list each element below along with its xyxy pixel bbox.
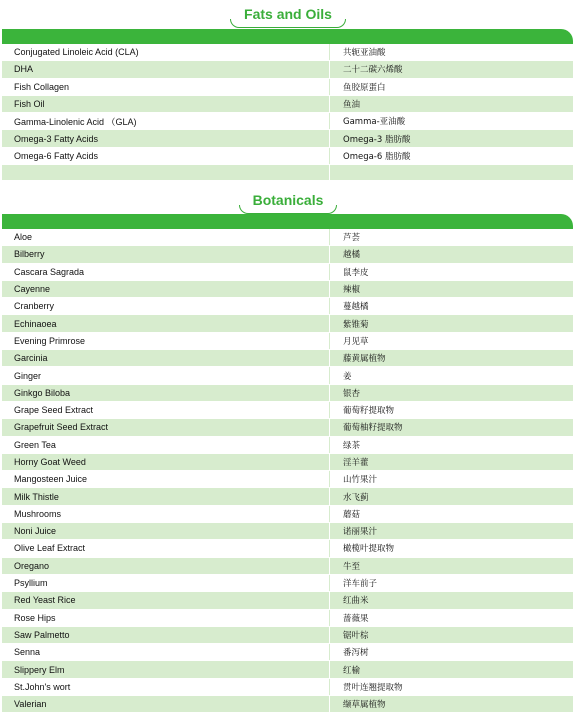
chinese-name-cell: 月见草 — [343, 336, 369, 347]
chinese-name-cell: 紫锥菊 — [343, 319, 369, 330]
chinese-name-cell: 葡萄籽提取物 — [343, 406, 395, 417]
english-name-cell: Gamma-Linolenic Acid （GLA) — [2, 113, 330, 129]
botanicals-table — [2, 214, 573, 713]
chinese-name-cell: 共轭亚油酸 — [343, 48, 386, 59]
english-name-cell: Horny Goat Weed — [2, 454, 330, 470]
english-name-cell: St.John's wort — [2, 679, 330, 695]
english-name-cell: Echinaoea — [2, 315, 330, 331]
table-header-bar — [2, 214, 573, 229]
english-name-cell: Ginkgo Biloba — [2, 385, 330, 401]
chinese-name-cell: 葡萄柚籽提取物 — [343, 423, 403, 434]
chinese-name-cell: 橄榄叶提取物 — [343, 544, 395, 555]
table-row — [2, 298, 573, 315]
table-row — [2, 506, 573, 523]
table-row — [2, 44, 573, 61]
botanicals-rows — [2, 229, 573, 713]
english-name-cell: Fish Collagen — [2, 79, 330, 95]
table-row — [2, 61, 573, 78]
chinese-name-cell: 鱼油 — [343, 100, 361, 111]
chinese-name-cell: 诺丽果汁 — [343, 527, 378, 538]
table-row — [2, 661, 573, 678]
chinese-name-cell: 水飞蓟 — [343, 492, 369, 503]
english-name-cell: Cranberry — [2, 298, 330, 314]
chinese-name-cell: 藤黄属植物 — [343, 354, 386, 365]
chinese-name-cell: 蘑菇 — [343, 509, 361, 520]
table-footer-row — [2, 165, 573, 181]
english-name-cell: Cayenne — [2, 281, 330, 297]
english-name-cell: Saw Palmetto — [2, 627, 330, 643]
chinese-name-cell: 锯叶棕 — [343, 630, 369, 641]
chinese-name-cell: 蔷薇果 — [343, 613, 369, 624]
chinese-name-cell: 二十二碳六烯酸 — [343, 65, 403, 76]
fats-and-oils-table — [2, 29, 573, 181]
english-name-cell: Psyllium — [2, 575, 330, 591]
chinese-name-cell: 缬草属植物 — [343, 700, 386, 711]
table-row — [2, 679, 573, 696]
table-row — [2, 96, 573, 113]
english-name-cell: Grape Seed Extract — [2, 402, 330, 418]
table-row — [2, 454, 573, 471]
chinese-name-cell: 红榆 — [343, 665, 361, 676]
english-name-cell: Mushrooms — [2, 506, 330, 522]
chinese-name-cell: 银杏 — [343, 388, 361, 399]
table-row — [2, 402, 573, 419]
chinese-name-cell: 鼠李皮 — [343, 267, 369, 278]
table-row — [2, 523, 573, 540]
english-name-cell: Ginger — [2, 367, 330, 383]
english-name-cell: Aloe — [2, 229, 330, 245]
table-row — [2, 350, 573, 367]
table-row — [2, 130, 573, 147]
chinese-name-cell: 淫羊藿 — [343, 458, 369, 468]
table-row — [2, 488, 573, 505]
chinese-name-cell: 越橘 — [343, 250, 361, 261]
chinese-name-cell: 绿茶 — [343, 440, 361, 451]
table-row — [2, 696, 573, 713]
english-name-cell: Slippery Elm — [2, 661, 330, 677]
english-name-cell: Mangosteen Juice — [2, 471, 330, 487]
chinese-name-cell: 贯叶连翘提取物 — [343, 682, 403, 693]
chinese-name-cell: Omega-3 脂肪酸 — [343, 134, 411, 145]
section-title-fats-and-oils: Fats and Oils — [232, 6, 344, 25]
table-row — [2, 281, 573, 298]
table-row — [2, 540, 573, 557]
chinese-name-cell: 牛至 — [343, 561, 361, 572]
english-name-cell: Evening Primrose — [2, 333, 330, 349]
table-row — [2, 333, 573, 350]
chinese-name-cell: 鱼胶原蛋白 — [343, 82, 386, 93]
chinese-name-cell: 姜 — [343, 371, 352, 382]
english-name-cell: Valerian — [2, 696, 330, 712]
table-row — [2, 419, 573, 436]
chinese-name-cell: 红曲米 — [343, 596, 369, 607]
english-name-cell: Noni Juice — [2, 523, 330, 539]
section-title-botanicals: Botanicals — [241, 192, 336, 211]
english-name-cell: Milk Thistle — [2, 488, 330, 504]
section-title-wrap-botanicals — [0, 192, 576, 211]
english-name-cell: Conjugated Linoleic Acid (CLA) — [2, 44, 330, 60]
table-row — [2, 246, 573, 263]
table-row — [2, 113, 573, 130]
table-row — [2, 471, 573, 488]
table-row — [2, 627, 573, 644]
chinese-name-cell: Omega-6 脂肪酸 — [343, 151, 411, 162]
chinese-name-cell: 蔓越橘 — [343, 302, 369, 313]
table-row — [2, 315, 573, 332]
english-name-cell: Omega-3 Fatty Acids — [2, 130, 330, 146]
table-row — [2, 592, 573, 609]
chinese-name-cell: 山竹果汁 — [343, 475, 378, 486]
chinese-name-cell: 番泻树 — [343, 648, 369, 659]
english-name-cell: Green Tea — [2, 437, 330, 453]
english-name-cell: Bilberry — [2, 246, 330, 262]
chinese-name-cell: 芦荟 — [343, 233, 361, 244]
chinese-name-cell: Gamma-亚油酸 — [343, 117, 406, 128]
fats-rows — [2, 44, 573, 165]
english-name-cell: Cascara Sagrada — [2, 264, 330, 280]
table-row — [2, 644, 573, 661]
english-name-cell: Rose Hips — [2, 610, 330, 626]
table-row — [2, 79, 573, 96]
table-header-bar — [2, 29, 573, 44]
english-name-cell: DHA — [2, 61, 330, 77]
table-row — [2, 437, 573, 454]
table-row — [2, 575, 573, 592]
chinese-name-cell: 洋车前子 — [343, 579, 378, 590]
table-row — [2, 229, 573, 246]
table-row — [2, 385, 573, 402]
table-row — [2, 610, 573, 627]
table-row — [2, 264, 573, 281]
english-name-cell: Garcinia — [2, 350, 330, 366]
english-name-cell: Red Yeast Rice — [2, 592, 330, 608]
english-name-cell: Omega-6 Fatty Acids — [2, 148, 330, 164]
english-name-cell: Grapefruit Seed Extract — [2, 419, 330, 435]
section-title-wrap-fats — [0, 6, 576, 25]
chinese-name-cell: 辣椒 — [343, 285, 361, 296]
english-name-cell: Fish Oil — [2, 96, 330, 112]
english-name-cell: Senna — [2, 644, 330, 660]
english-name-cell: Olive Leaf Extract — [2, 540, 330, 556]
table-row — [2, 148, 573, 165]
table-row — [2, 367, 573, 384]
table-row — [2, 558, 573, 575]
english-name-cell: Oregano — [2, 558, 330, 574]
